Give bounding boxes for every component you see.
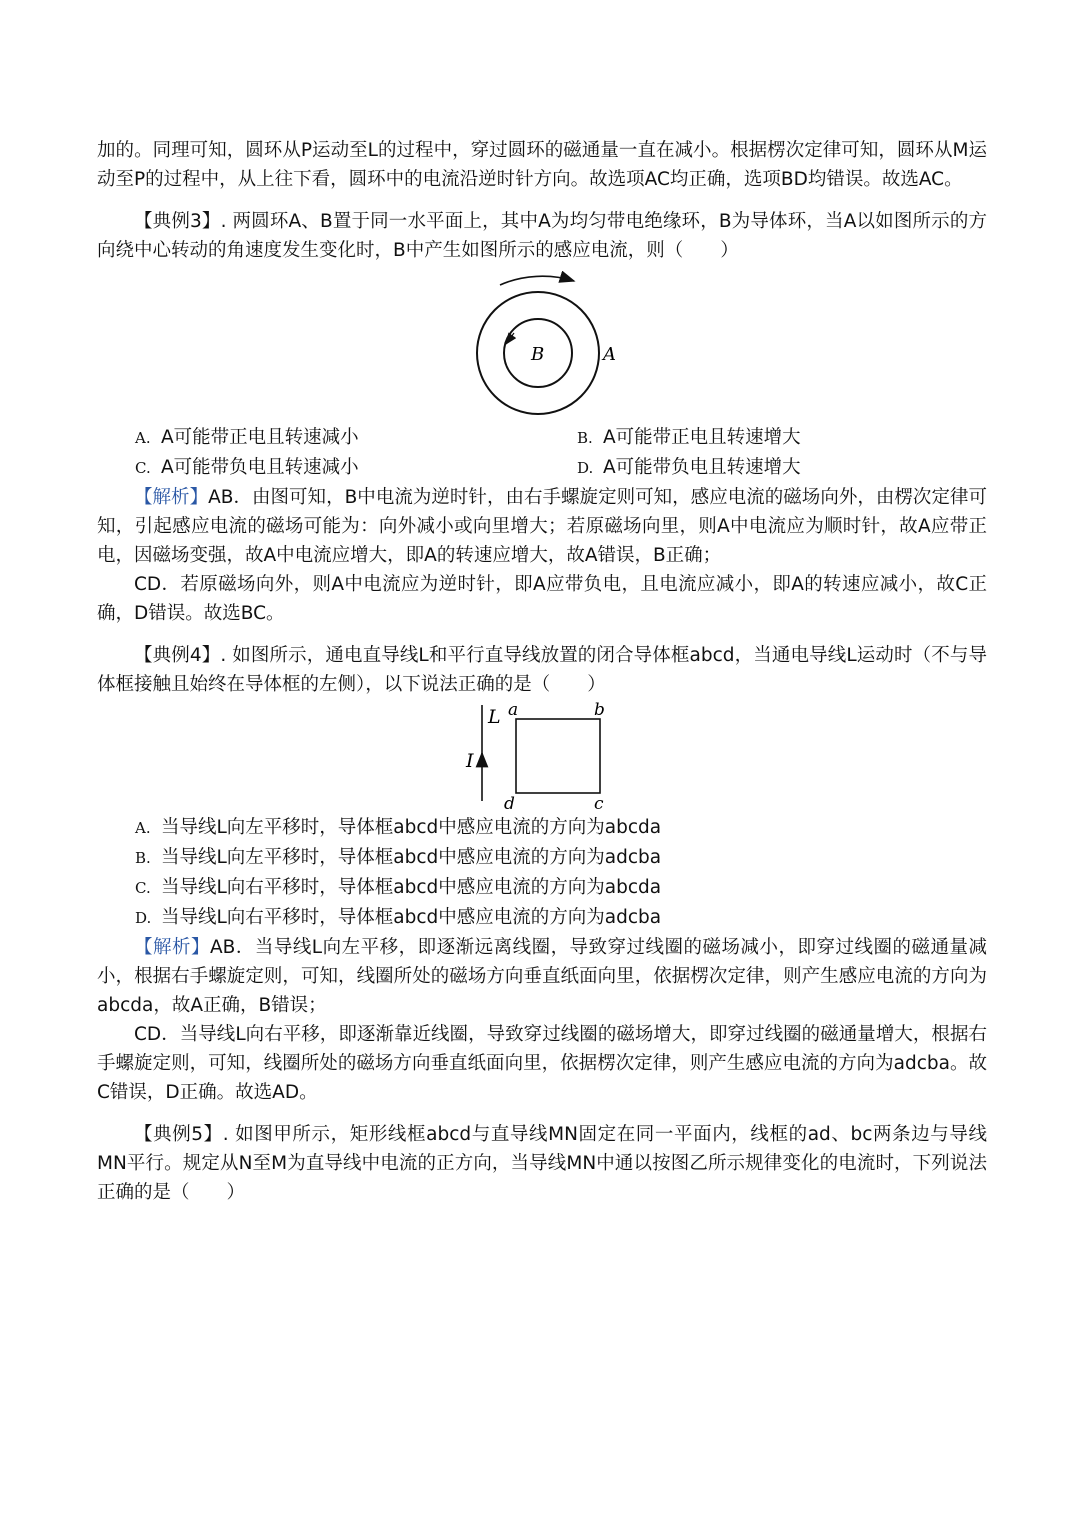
label-b: B [531,344,545,365]
intro-paragraph: 加的。同理可知，圆环从P运动至L的过程中，穿过圆环的磁通量一直在减小。根据楞次定律可知，圆环从M运动至P的过程中，从上往下看，圆环中的电流沿逆时针方向。故选项AC均正确，选项BD均错误。故选AC。 [97,140,987,190]
example4-options [97,813,987,933]
example3-option-b[interactable]: B. A可能带正电且转速增大 [577,427,801,448]
example3-figure [97,271,987,419]
label-corner-c: c [594,794,604,813]
example4-option-c[interactable]: C. 当导线L向右平移时，导体框abcd中感应电流的方向为abcda [135,877,662,898]
rotation-arrow-a [500,276,574,285]
example5-question: 【典例5】. 如图甲所示，矩形线框abcd与直导线MN固定在同一平面内，线框的ad、bc两条边与导线MN平行。规定从N至M为直导线中电流的正方向，当导线MN中通以按图乙所示规律变化的电流时，下列说法正确的是（ ） [97,1124,987,1203]
example4-question: 【典例4】. 如图所示，通电直导线L和平行直导线放置的闭合导体框abcd，当通电导线L运动时（不与导体框接触且始终在导体框的左侧），以下说法正确的是（ ） [97,645,987,695]
label-corner-b: b [594,701,605,720]
label-i: I [466,750,474,772]
example4-analysis: 【解析】AB．当导线L向左平移，即逐渐远离线圈，导致穿过线圈的磁场减小，即穿过线圈的磁通量减小，根据右手螺旋定则，可知，线圈所处的磁场方向垂直纸面向里，依据楞次定律，则产生感应电流的方向为abcda，故A正确，B错误； [97,937,987,1016]
document-page [97,136,987,1207]
label-a: A [603,344,616,365]
example3-option-d[interactable]: D. A可能带负电且转速增大 [577,457,801,478]
label-corner-a: a [508,701,519,720]
example4-figure [97,701,987,813]
analysis-tag: 【解析】 [134,487,209,508]
example3-analysis-cd: CD．若原磁场向外，则A中电流应为逆时针，即A应带负电，且电流应减小，即A的转速应减小，故C正确，D错误。故选BC。 [97,574,987,624]
example4-option-d[interactable]: D. 当导线L向右平移时，导体框abcd中感应电流的方向为adcba [135,907,662,928]
example3-question: 【典例3】. 两圆环A、B置于同一水平面上，其中A为均匀带电绝缘环，B为导体环，当A以如图所示的方向绕中心转动的角速度发生变化时，B中产生如图所示的感应电流，则（ ） [97,211,987,261]
example4-option-a[interactable]: A. 当导线L向左平移时，导体框abcd中感应电流的方向为abcda [135,817,662,838]
example4-option-b[interactable]: B. 当导线L向左平移时，导体框abcd中感应电流的方向为adcba [135,847,662,868]
label-l: L [488,706,501,728]
wire-and-frame-diagram [462,701,622,813]
example4-analysis-cd: CD．当导线L向右平移，即逐渐靠近线圈，导致穿过线圈的磁场增大，即穿过线圈的磁通量增大，根据右手螺旋定则，可知，线圈所处的磁场方向垂直纸面向里，依据楞次定律，则产生感应电流的方向为adcba。故C错误，D正确。故选AD。 [97,1024,987,1103]
label-corner-d: d [504,794,515,813]
example3-options [97,423,987,483]
example3-analysis: 【解析】AB．由图可知，B中电流为逆时针，由右手螺旋定则可知，感应电流的磁场向外，由楞次定律可知，引起感应电流的磁场可能为：向外减小或向里增大；若原磁场向里，则A中电流应为顺时针，故A应带正电，因磁场变强，故A中电流应增大，即A的转速应增大，故A错误，B正确； [97,487,987,566]
frame-abcd [516,719,600,793]
example3-option-c[interactable]: C. A可能带负电且转速减小 [135,457,359,478]
concentric-rings-diagram [442,271,642,419]
analysis-tag: 【解析】 [134,937,210,958]
example3-option-a[interactable]: A. A可能带正电且转速减小 [135,427,359,448]
